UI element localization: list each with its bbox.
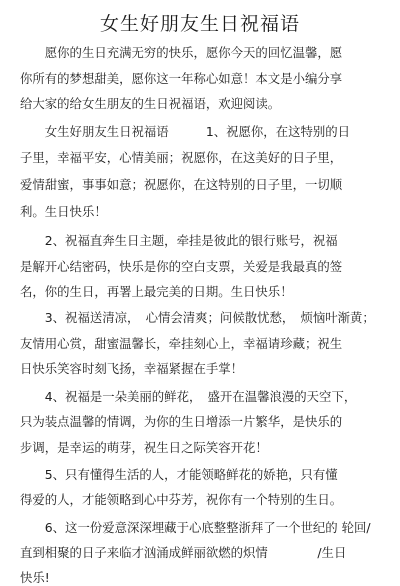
body-line-15: 只为装点温馨的情调，为你的生日增添一片繁华，是快乐的 xyxy=(20,414,343,429)
document-title: 女生好朋友生日祝福语 xyxy=(99,13,300,35)
body-line-16: 步调，是幸运的萌芽，祝生日之际笑容开花！ xyxy=(20,440,268,455)
body-line-3: 给大家的给女生朋友的生日祝福语，欢迎阅读。 xyxy=(20,96,281,111)
body-line-10: 名，你的生日，再署上最完美的日期。生日快乐！ xyxy=(20,284,293,299)
body-line-6: 爱情甜蜜，事事如意；祝愿你，在这特别的日子里，一切顺 xyxy=(20,177,343,192)
body-line-7: 利。生日快乐！ xyxy=(20,204,107,219)
body-line-9: 是解开心结密码，快乐是你的空白支票，关爱是我最真的签 xyxy=(20,259,343,274)
body-line-18: 得爱的人，才能领略到心中芬芳，祝你有一个特别的生日。 xyxy=(20,492,343,507)
body-line-19: 6、这一份爱意深深埋藏于心底整整浙拜了一个世纪的 轮回/ xyxy=(20,520,371,535)
body-line-12: 友情用心赏，甜蜜温馨长，牵挂刻心上，幸福请珍藏；祝生 xyxy=(20,336,343,351)
body-line-13: 日快乐笑容时刻飞扬，幸福紧握在手掌！ xyxy=(20,361,244,376)
body-line-14: 4、祝福是一朵美丽的鲜花， 盛开在温馨浪漫的天空下， xyxy=(20,389,357,404)
body-line-11: 3、祝福送清凉， 心情会清爽；问候散忧愁， 烦恼叶渐黄； xyxy=(20,310,375,325)
body-line-8: 2、祝福直奔生日主题，牵挂是彼此的银行账号，祝福 xyxy=(20,233,338,248)
body-line-4: 女生好朋友生日祝福语 1、祝愿你，在这特别的日 xyxy=(20,124,351,139)
body-line-20: 直到相聚的日子来临才汹涌成鲜丽欲燃的炽情 /生日 xyxy=(20,545,347,560)
body-line-5: 子里，幸福平安，心情美丽；祝愿你，在这美好的日子里， xyxy=(20,150,343,165)
body-line-17: 5、只有懂得生活的人，才能领略鲜花的娇艳，只有懂 xyxy=(20,467,338,482)
body-line-1: 愿你的生日充满无穷的快乐，愿你今天的回忆温馨，愿 xyxy=(20,45,343,60)
body-line-2: 你所有的梦想甜美，愿你这一年称心如意！本文是小编分享 xyxy=(20,71,343,86)
body-line-21: 快乐! xyxy=(20,570,50,585)
